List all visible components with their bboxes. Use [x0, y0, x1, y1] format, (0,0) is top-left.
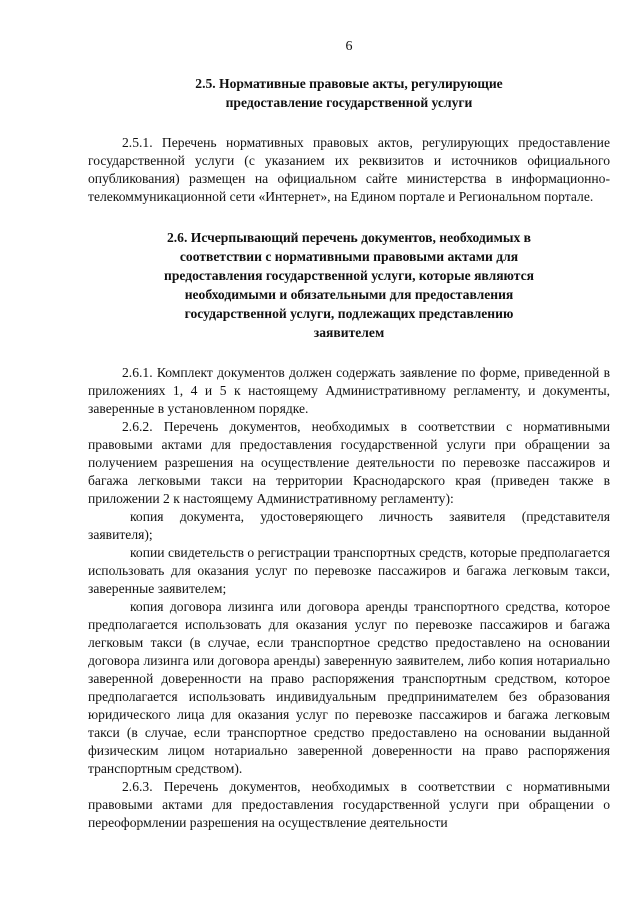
- paragraph-2-6-3: 2.6.3. Перечень документов, необходимых в соответствии с нормативными правовыми актами для предоставления государственной услуги при обращении о переоформлении разрешения на осуществление деятельности: [88, 779, 610, 830]
- section-heading-2-5: [88, 74, 610, 112]
- paragraph-2-6-2: 2.6.2. Перечень документов, необходимых в соответствии с нормативными правовыми актами для предоставления государственной услуги при обращении за получением разрешения на осуществление деятельности по перевозке пассажиров и багажа легковыми такси на территории Краснодарского края (приведен также в приложении 2 к настоящему Административному регламенту):: [88, 419, 610, 506]
- list-item: копия документа, удостоверяющего личность заявителя (представителя заявителя);: [88, 509, 610, 542]
- heading-line: соответствии с нормативными правовыми актами для: [179, 249, 519, 264]
- heading-line: предоставление государственной услуги: [225, 95, 473, 110]
- list-item: копии свидетельств о регистрации транспортных средств, которые предполагается использовать для оказания услуг по перевозке пассажиров и багажа легковым такси, заверенные заявителем;: [88, 545, 610, 596]
- heading-line: необходимыми и обязательными для предоставления: [184, 287, 514, 302]
- heading-line: предоставления государственной услуги, которые являются: [163, 268, 535, 283]
- heading-line: заявителем: [313, 325, 385, 340]
- paragraph-2-6-1: 2.6.1. Комплект документов должен содержать заявление по форме, приведенной в приложениях 1, 4 и 5 к настоящему Административному регламенту, и документы, заверенные в установленном порядке.: [88, 365, 610, 416]
- heading-line: 2.5. Нормативные правовые акты, регулирующие: [195, 76, 503, 91]
- page-number: 6: [345, 39, 353, 54]
- list-item: копия договора лизинга или договора аренды транспортного средства, которое предполагается использовать для оказания услуг по перевозке пассажиров и багажа легковым такси (в случае, если транспортное средство предоставлено на основании договора лизинга или договора аренды) заверенную заявителем, либо копия нотариально заверенной доверенности на право распоряжения транспортным средством, которое предполагается использовать индивидуальным предпринимателем без образования юридического лица для оказания услуг по перевозке пассажиров и багажа легковым такси (в случае, если транспортное средство предоставлено на основании выданной физическим лицом нотариально заверенной доверенности на право распоряжения транспортным средством).: [88, 599, 610, 776]
- heading-line: 2.6. Исчерпывающий перечень документов, необходимых в: [166, 230, 532, 245]
- paragraph-2-5-1: 2.5.1. Перечень нормативных правовых актов, регулирующих предоставление государственной услуги (с указанием их реквизитов и источников официального опубликования) размещен на официальном сайте министерства в информационно-телекоммуникационной сети «Интернет», на Едином портале и Региональном портале.: [88, 135, 610, 204]
- heading-line: государственной услуги, подлежащих представлению: [184, 306, 514, 321]
- section-heading-2-6: [88, 228, 610, 342]
